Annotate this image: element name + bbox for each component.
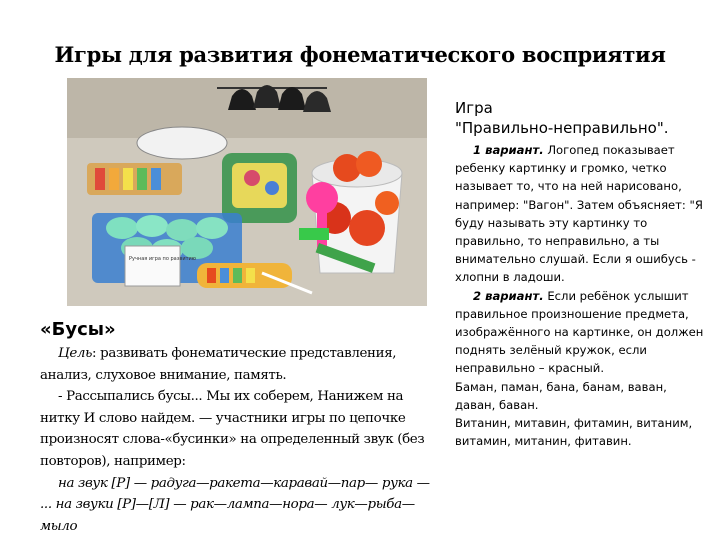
variant1-text: Логопед показывает ребенку картинку и громко, четко называет то, что на ней нарисовано, например: "Вагон". Затем объясняет: "Я буду называть эту картинку то правильно, то неправильно, а ты внимательно слушай. Если я ошибусь - хлопни в ладоши. xyxy=(455,143,703,285)
variant2-text: Если ребёнок услышит правильное произношение предмета, изображённого на картинке, он должен поднять зелёный кружок, если неправильно – красный. xyxy=(455,288,704,376)
toys-photo xyxy=(67,78,427,306)
game-right-column xyxy=(455,98,705,450)
beads-title: «Бусы» xyxy=(40,319,116,340)
game-left-column xyxy=(40,318,440,537)
goal-text: : развивать фонематические представления, анализ, слуховое внимание, память. xyxy=(40,346,397,383)
examples-paragraph: на звук [Р] — радуга—ракета—каравай—пар— рука — ... на звуки [Р]—[Л] — рак—лампа—нора— лук—рыба—мыло xyxy=(40,475,430,534)
game-title-line2: "Правильно-неправильно". xyxy=(455,119,669,137)
examples2-paragraph: Витанин, митавин, фитамин, витаним, витамин, митанин, фитавин. xyxy=(455,416,693,449)
game-title-line1: Игра xyxy=(455,99,493,117)
variant1-paragraph xyxy=(455,141,705,287)
rhyme-paragraph: - Рассыпались бусы... Мы их соберем, Нанижем на нитку И слово найдем. — участники игры по цепочке произносят слова-«бусинки» на определенный звук (без повторов), например: xyxy=(40,389,425,469)
goal-paragraph xyxy=(40,343,440,386)
page-title: Игры для развития фонематического восприятия xyxy=(54,42,666,67)
variant2-paragraph xyxy=(455,287,705,378)
examples1-paragraph: Баман, паман, бана, банам, ваван, даван, баван. xyxy=(455,379,667,412)
card-text: Ручная игра по развитию xyxy=(129,256,196,262)
variant2-label: 2 вариант. xyxy=(473,288,544,303)
toys-illustration xyxy=(67,78,427,306)
variant1-label: 1 вариант. xyxy=(473,143,544,157)
goal-label: Цель xyxy=(58,346,93,361)
